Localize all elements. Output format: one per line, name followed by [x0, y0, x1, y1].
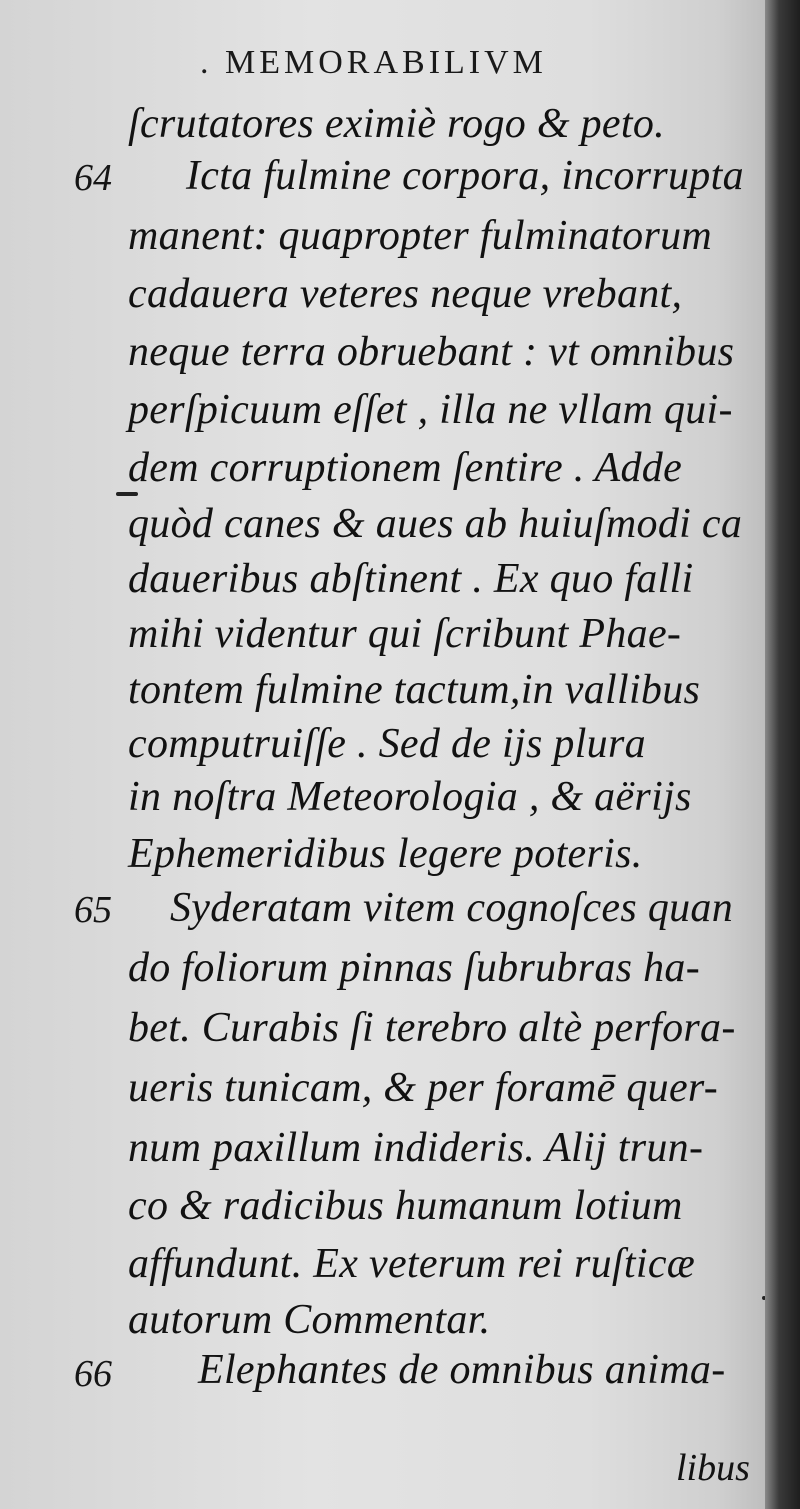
- running-head: . MEMORABILIVM: [200, 44, 547, 81]
- page-edge-shadow: [765, 0, 800, 1509]
- text-line: Syderatam vitem cognoſces quan: [170, 885, 734, 931]
- text-line: manent: quapropter fulminatorum: [128, 213, 713, 259]
- text-line: ſcrutatores eximiè rogo & peto.: [128, 101, 665, 147]
- text-line: affundunt. Ex veterum rei ruſticæ: [128, 1241, 696, 1287]
- text-line: computruiſſe . Sed de ijs plura: [128, 721, 646, 767]
- text-line: ueris tunicam, & per foramē quer-: [128, 1065, 718, 1111]
- paragraph-number: 66: [74, 1353, 112, 1395]
- text-line: do foliorum pinnas ſubrubras ha-: [128, 945, 700, 991]
- text-line: co & radicibus humanum lotium: [128, 1183, 683, 1229]
- text-line: Icta fulmine corpora, incorrupta: [186, 153, 744, 199]
- text-line: autorum Commentar.: [128, 1297, 491, 1343]
- text-line: daueribus abſtinent . Ex quo falli: [128, 556, 694, 602]
- text-line: in noſtra Meteorologia , & aërijs: [128, 774, 692, 820]
- text-line: quòd canes & aues ab huiuſmodi ca: [128, 501, 743, 547]
- text-line: neque terra obruebant : vt omnibus: [128, 329, 735, 375]
- text-line: Elephantes de omnibus anima-: [198, 1347, 726, 1393]
- text-line: Ephemeridibus legere poteris.: [128, 831, 643, 877]
- catchword: libus: [676, 1447, 750, 1489]
- text-line: perſpicuum eſſet , illa ne vllam qui-: [128, 387, 733, 433]
- ink-smudge: [116, 492, 138, 496]
- text-line: num paxillum indideris. Alij trun-: [128, 1125, 704, 1171]
- paragraph-number: 64: [74, 157, 112, 199]
- text-line: dem corruptionem ſentire . Adde: [128, 445, 683, 491]
- text-line: cadauera veteres neque vrebant,: [128, 271, 683, 317]
- paragraph-number: 65: [74, 889, 112, 931]
- text-line: mihi videntur qui ſcribunt Phae-: [128, 611, 682, 657]
- text-line: bet. Curabis ſi terebro altè perfora-: [128, 1005, 736, 1051]
- text-line: tontem fulmine tactum,in vallibus: [128, 667, 701, 713]
